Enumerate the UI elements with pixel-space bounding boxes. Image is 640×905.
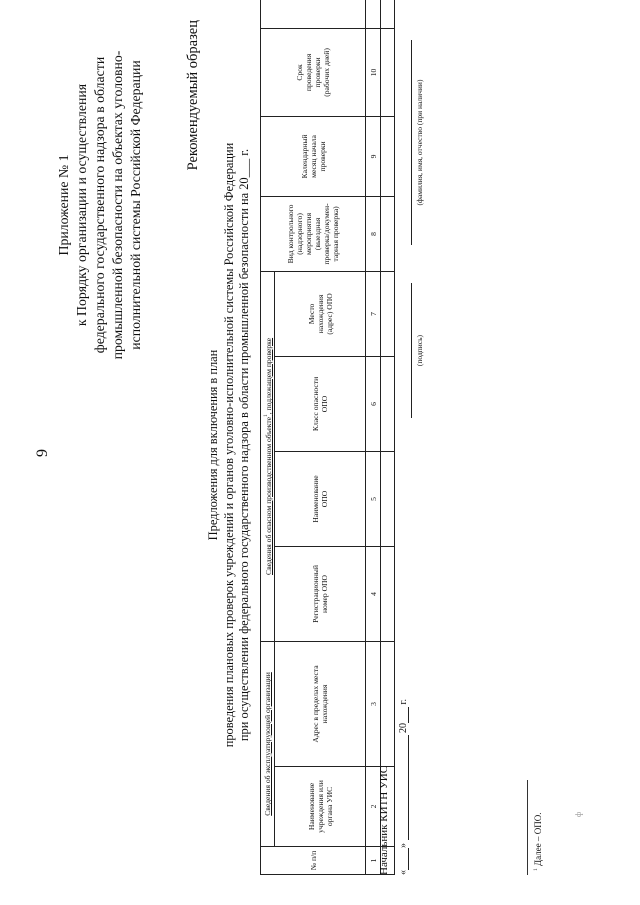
header-cell-institution-name: Наименование учреждения или органа УИС — [275, 767, 366, 847]
table-cell — [381, 196, 395, 271]
table-cell — [381, 451, 395, 546]
header-cell-hazard-class: Класс опасности ОПО — [275, 356, 366, 451]
date-year-prefix: 20 — [398, 723, 409, 733]
header-cell-control-type: Вид контрольного (надзорного) мероприятия (выездная проверка/докумен- тарная проверка) — [261, 196, 366, 271]
footnote — [533, 813, 543, 871]
table-cell — [381, 546, 395, 641]
header-cell-number: № п/п — [261, 847, 366, 875]
appendix-heading — [55, 25, 145, 385]
signature-date — [398, 699, 409, 875]
group-label-tail: , подлежащем проверке — [264, 337, 273, 415]
table-cell — [381, 116, 395, 196]
title-line: при осуществлении федерального государственного надзора в области промышленной безопасности на 20___ г. — [237, 148, 251, 742]
table-cell — [381, 641, 395, 766]
table-group-header-row — [261, 0, 275, 875]
header-cell-duration: Срок проведения проверки (рабочих дней) — [261, 28, 366, 116]
margin-mark: ф — [574, 811, 583, 817]
footnote-ref: 1 — [263, 414, 269, 417]
footnote-divider — [527, 780, 528, 875]
header-cell-start-month: Календарный месяц начала проверки — [261, 116, 366, 196]
table-cell — [381, 356, 395, 451]
appendix-line: промышленной безопасности на объектах уголовно- — [110, 50, 125, 360]
column-number-cell: 2 — [366, 767, 381, 847]
column-number-cell: 8 — [366, 196, 381, 271]
header-cell-object-location: Место нахождения (адрес) ОПО — [275, 271, 366, 356]
appendix-line: Приложение № 1 — [56, 154, 71, 256]
header-cell-object-name: Наименование ОПО — [275, 451, 366, 546]
table-cell — [381, 271, 395, 356]
full-name-line — [410, 40, 412, 245]
page-number: 9 — [34, 449, 51, 457]
signature-line — [410, 283, 412, 418]
header-cell-registration-number: Регистрационный номер ОПО — [275, 546, 366, 641]
document-title — [206, 135, 253, 755]
column-number-cell: 10 — [366, 28, 381, 116]
table-cell — [381, 28, 395, 116]
header-group-organization — [261, 641, 275, 846]
inspection-plan-table — [260, 0, 395, 875]
column-number-cell: 6 — [366, 356, 381, 451]
title-line: проведения плановых проверок учреждений и органов уголовно-исполнительной системы Российской Федерации — [221, 142, 236, 748]
signature-caption: (подпись) — [415, 334, 424, 367]
appendix-line: к Порядку организации и осуществления — [74, 83, 89, 327]
footnote-mark: 1 — [533, 868, 539, 871]
table-row-blank — [381, 0, 395, 875]
title-line: Предложения для включения в план — [206, 349, 220, 541]
column-number-cell: 7 — [366, 271, 381, 356]
recommended-sample-label: Рекомендуемый образец — [185, 20, 201, 171]
date-quote-close: » — [398, 843, 409, 848]
footnote-text: Далее – ОПО. — [533, 812, 543, 869]
full-name-caption: (фамилия, имя, отчество (при наличии) — [415, 79, 424, 206]
appendix-line: федерального государственного надзора в области — [92, 56, 107, 354]
group-label: Сведения об опасном производственном объекте — [264, 416, 273, 575]
date-year-suffix: г. — [398, 699, 409, 705]
column-number-cell: 5 — [366, 451, 381, 546]
table-cell — [381, 0, 395, 28]
column-number-cell: 1 — [366, 847, 381, 875]
table-row-column-numbers — [366, 0, 381, 875]
column-number-cell: 3 — [366, 641, 381, 766]
date-year-blank — [398, 707, 409, 723]
signer-title: Начальник КИТН УИС — [378, 765, 390, 875]
header-group-object — [261, 271, 275, 641]
date-day-blank — [398, 848, 409, 870]
header-cell-address: Адрес в пределах места нахождения — [275, 641, 366, 766]
column-number-cell: 9 — [366, 116, 381, 196]
column-number-cell: 4 — [366, 546, 381, 641]
group-label: Сведения об эксплуатирующей организации — [263, 672, 272, 816]
header-cell-note — [261, 0, 366, 28]
appendix-line: исполнительной системы Российской Федерации — [128, 60, 143, 350]
date-month-blank — [398, 736, 409, 841]
date-quote-open: « — [398, 870, 409, 875]
column-number-cell — [366, 0, 381, 28]
